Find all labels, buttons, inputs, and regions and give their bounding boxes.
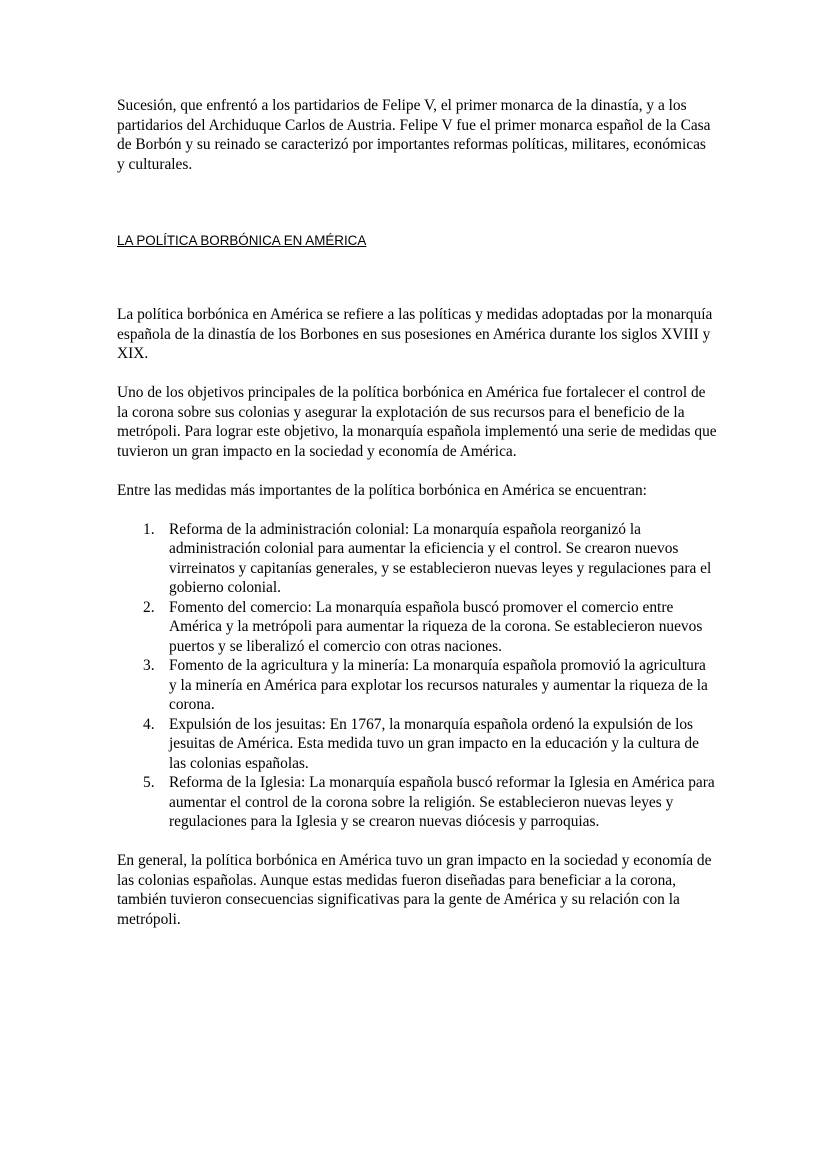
list-item-text: Expulsión de los jesuitas: En 1767, la monarquía española ordenó la expulsión de los jesuitas de América. Esta medida tuvo un gran impacto en la educación y la cultura de las colonias españolas. (169, 715, 699, 772)
list-item-number: 5. (143, 774, 155, 791)
section-heading: LA POLÍTICA BORBÓNICA EN AMÉRICA (117, 233, 367, 248)
list-item (117, 598, 717, 657)
list-item-number: 3. (143, 657, 155, 674)
paragraph-definition: La política borbónica en América se refiere a las políticas y medidas adoptadas por la monarquía española de la dinastía de los Borbones en sus posesiones en América durante los siglos XVIII y XIX. (117, 306, 713, 362)
list-item-number: 1. (143, 520, 155, 538)
list-item-number: 4. (143, 715, 155, 733)
measures-list (117, 520, 717, 832)
list-item (117, 773, 717, 832)
list-item-text: Reforma de la administración colonial: La monarquía española reorganizó la administración colonial para aumentar la eficiencia y el control. Se crearon nuevos virreinatos y capitanías generales, y se establecieron nuevas leyes y regulaciones para el gobierno colonial. (169, 520, 712, 596)
closing-paragraph: En general, la política borbónica en América tuvo un gran impacto en la sociedad y economía de las colonias españolas. Aunque estas medidas fueron diseñadas para beneficiar a la corona, también tuvieron consecuencias significativas para la gente de América y su relación con la metrópoli. (117, 852, 712, 928)
list-item (117, 520, 717, 598)
list-item (117, 715, 717, 774)
paragraph-objectives: Uno de los objetivos principales de la política borbónica en América fue fortalecer el control de la corona sobre sus colonias y asegurar la explotación de sus recursos para el beneficio de la metrópoli. Para lograr este objetivo, la monarquía española implementó una serie de medidas que tuvieron un gran impacto en la sociedad y economía de América. (117, 384, 717, 460)
list-item-number: 2. (143, 598, 155, 616)
list-item-text: Fomento del comercio: La monarquía española buscó promover el comercio entre América y la metrópoli para aumentar la riqueza de la corona. Se establecieron nuevos puertos y se liberalizó el comercio con otras naciones. (169, 598, 703, 655)
paragraph-list-intro: Entre las medidas más importantes de la política borbónica en América se encuentran: (117, 481, 647, 499)
document-page (117, 96, 717, 929)
list-item-text: Reforma de la Iglesia: La monarquía española buscó reformar la Iglesia en América para aumentar el control de la corona sobre la religión. Se establecieron nuevas leyes y regulaciones para la Iglesia y se crearon nuevas diócesis y parroquias. (169, 774, 715, 830)
list-item-text: Fomento de la agricultura y la minería: La monarquía española promovió la agricultura y la minería en América para explotar los recursos naturales y aumentar la riqueza de la corona. (169, 657, 708, 713)
intro-paragraph: Sucesión, que enfrentó a los partidarios de Felipe V, el primer monarca de la dinastía, y a los partidarios del Archiduque Carlos de Austria. Felipe V fue el primer monarca español de la Casa de Borbón y su reinado se caracterizó por importantes reformas políticas, militares, económicas y culturales. (117, 97, 711, 173)
list-item (117, 656, 717, 715)
